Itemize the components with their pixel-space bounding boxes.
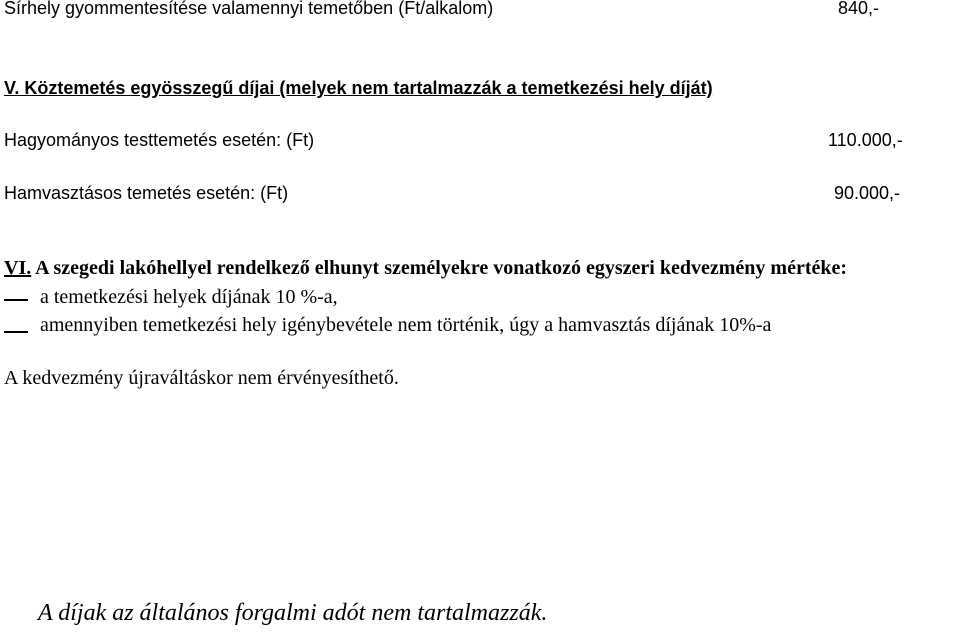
list-item: amennyiben temetkezési hely igénybevétele nem történik, úgy a hamvasztás díjának 10%-a xyxy=(40,314,772,336)
section-vi-number: VI. xyxy=(4,257,32,279)
discount-note: A kedvezmény újraváltáskor nem érvényesíthető. xyxy=(4,367,399,389)
fee-row-value: 840,- xyxy=(838,0,880,18)
fee-row-label: Sírhely gyommentesítése valamennyi temetőben (Ft/alkalom) xyxy=(4,0,494,18)
section-v-row-value: 110.000,- xyxy=(828,130,903,150)
section-v-row-label: Hagyományos testtemetés esetén: (Ft) xyxy=(4,130,315,150)
section-v-row-value: 90.000,- xyxy=(834,183,901,203)
section-vi-heading xyxy=(4,257,847,280)
section-v-row-label: Hamvasztásos temetés esetén: (Ft) xyxy=(4,183,289,203)
vat-note: A díjak az általános forgalmi adót nem tartalmazzák. xyxy=(38,600,548,626)
section-vi-heading-text: A szegedi lakóhellyel rendelkező elhunyt személyekre vonatkozó egyszeri kedvezmény mértéke: xyxy=(35,257,848,279)
section-v-heading: V. Köztemetés egyösszegű díjai (melyek nem tartalmazzák a temetkezési hely díját) xyxy=(4,78,713,98)
bullet-dash xyxy=(4,331,28,333)
bullet-dash xyxy=(4,299,28,301)
list-item: a temetkezési helyek díjának 10 %-a, xyxy=(40,286,338,308)
